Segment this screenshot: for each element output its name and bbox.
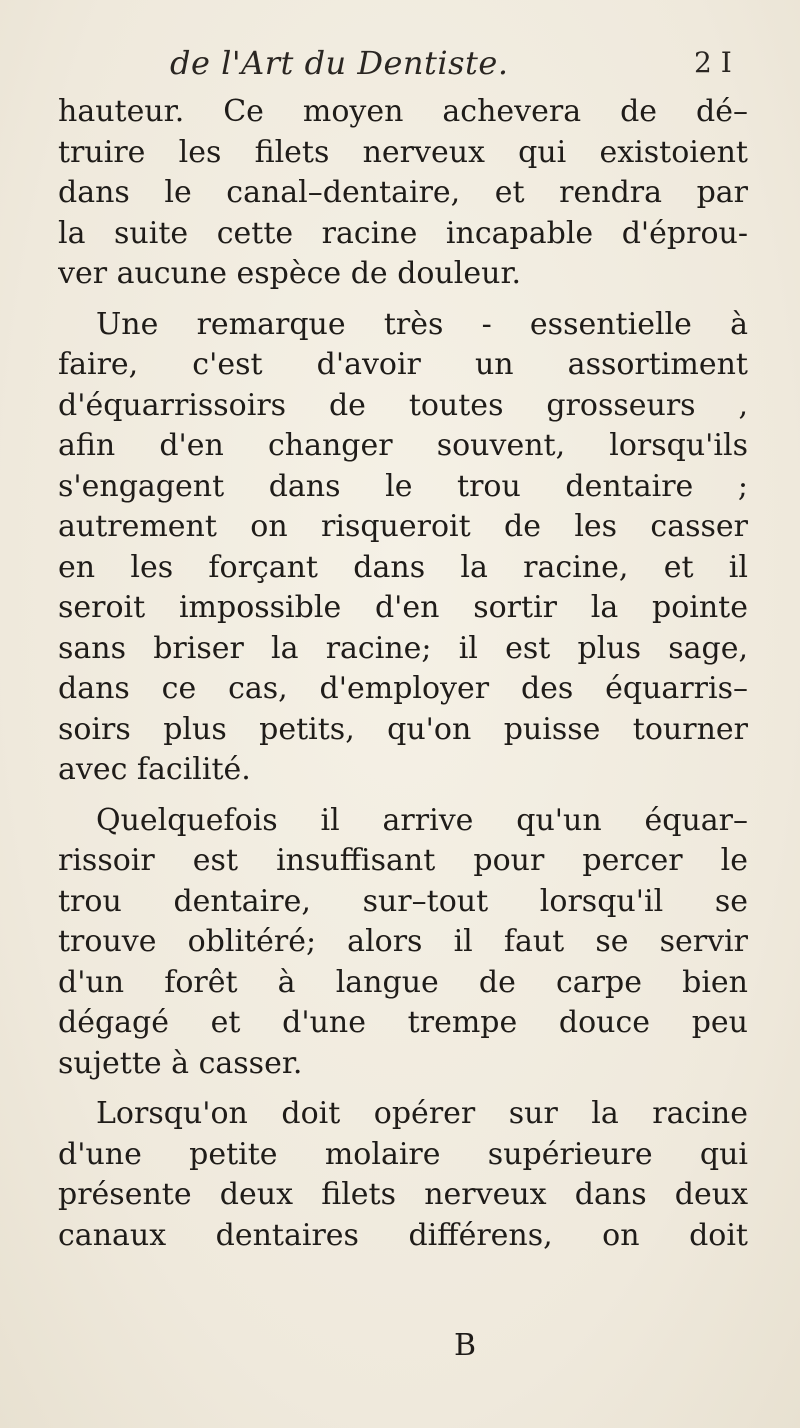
- text-line: dégagé et d'une trempe douce peu: [58, 1005, 748, 1040]
- text-line: trou dentaire, sur–tout lorsqu'il se: [58, 883, 748, 919]
- text-line: trouve oblitéré; alors il faut se servir: [58, 924, 748, 959]
- paragraph-2: [58, 305, 748, 791]
- text-line: d'équarrissoirs de toutes grosseurs ,: [58, 387, 748, 423]
- text-line: afin d'en changer souvent, lorsqu'ils: [58, 428, 748, 463]
- text-line: en les forçant dans la racine, et il: [58, 549, 748, 585]
- text-line: s'engagent dans le trou dentaire ;: [58, 468, 748, 504]
- text-line: d'une petite molaire supérieure qui: [58, 1136, 748, 1172]
- text-line: faire, c'est d'avoir un assortiment: [58, 347, 748, 382]
- text-line: ver aucune espèce de douleur.: [58, 256, 522, 291]
- text-line: Quelquefois il arrive qu'un équar–: [96, 802, 748, 838]
- text-line: canaux dentaires différens, on doit: [58, 1217, 748, 1253]
- page-number: 2 I: [694, 46, 732, 79]
- text-line: hauteur. Ce moyen achevera de dé–: [58, 94, 748, 129]
- paragraph-1: [58, 92, 748, 295]
- running-title: de l'Art du Dentiste.: [170, 44, 509, 82]
- text-line: dans le canal–dentaire, et rendra par: [58, 175, 748, 210]
- text-line: la suite cette racine incapable d'éprou-: [58, 215, 748, 251]
- body-text: [58, 92, 748, 1256]
- text-line: Lorsqu'on doit opérer sur la racine: [96, 1096, 748, 1131]
- text-line: avec facilité.: [58, 752, 251, 787]
- text-line: autrement on risqueroit de les casser: [58, 509, 748, 544]
- paragraph-3: [58, 801, 748, 1085]
- text-line: sujette à casser.: [58, 1045, 303, 1081]
- signature-mark: B: [454, 1328, 477, 1363]
- text-line: d'un forêt à langue de carpe bien: [58, 964, 748, 1000]
- text-line: rissoir est insuffisant pour percer le: [58, 843, 748, 878]
- paragraph-4: [58, 1094, 748, 1256]
- text-line: présente deux filets nerveux dans deux: [58, 1177, 748, 1212]
- running-head: [0, 44, 800, 88]
- text-line: sans briser la racine; il est plus sage,: [58, 630, 748, 666]
- text-line: soirs plus petits, qu'on puisse tourner: [58, 711, 748, 747]
- text-line: seroit impossible d'en sortir la pointe: [58, 590, 748, 625]
- text-line: truire les filets nerveux qui existoient: [58, 134, 748, 170]
- text-line: dans ce cas, d'employer des équarris–: [58, 671, 748, 706]
- text-line: Une remarque très - essentielle à: [96, 306, 748, 342]
